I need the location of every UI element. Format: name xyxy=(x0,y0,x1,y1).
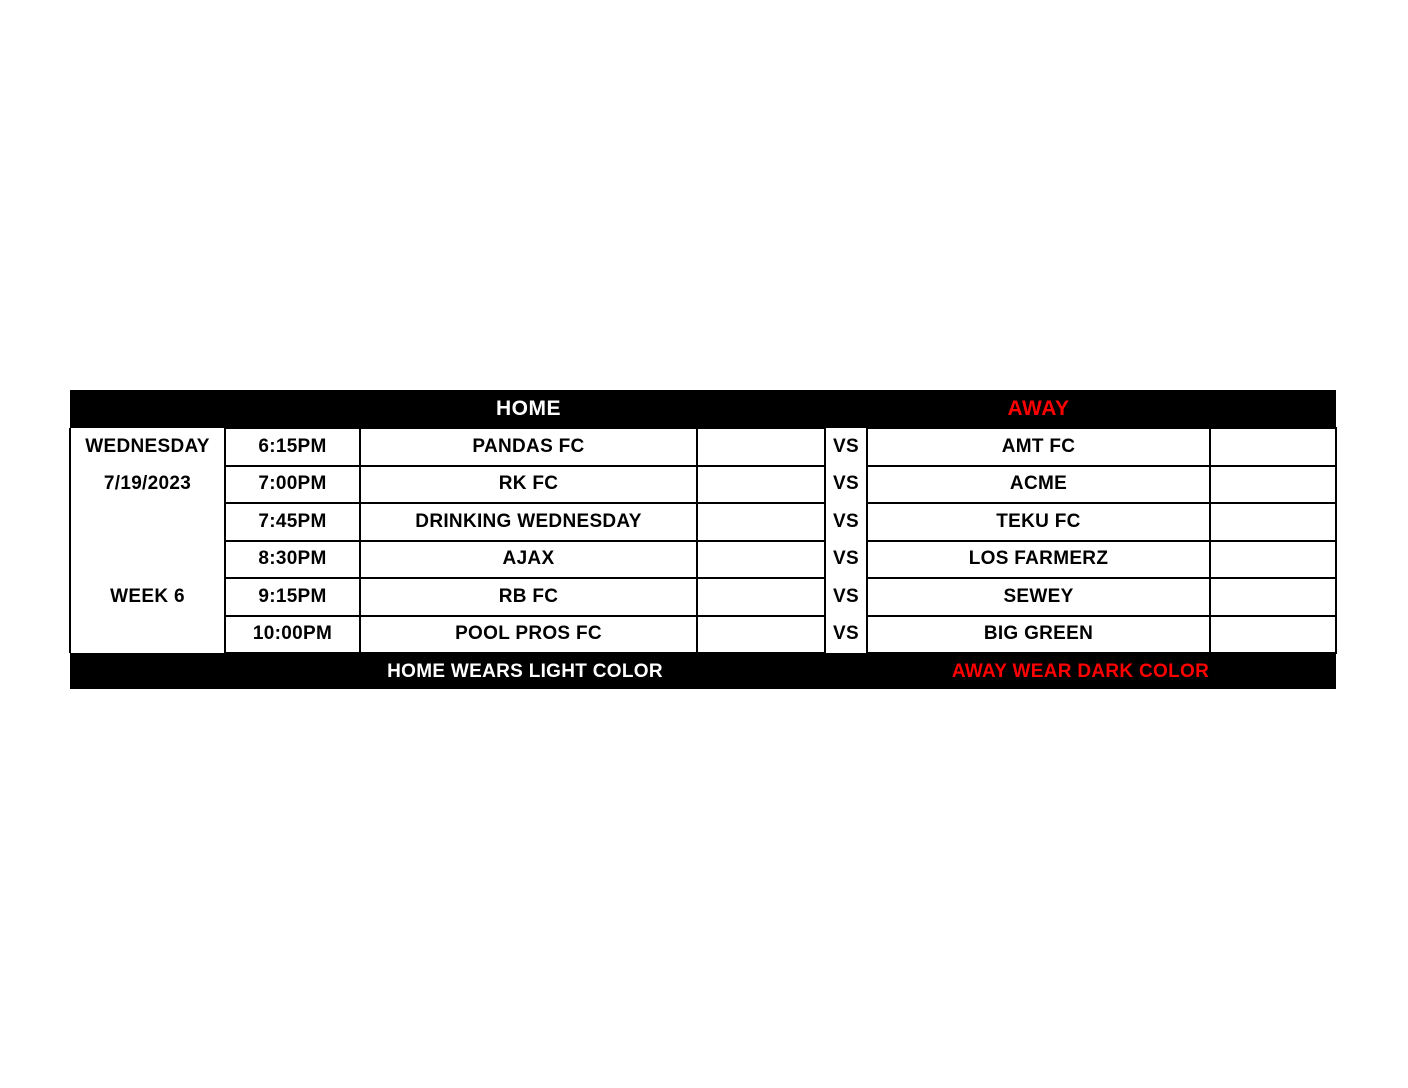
home-score xyxy=(697,466,825,504)
schedule-table xyxy=(69,390,1337,689)
game-time: 7:45PM xyxy=(225,503,360,541)
home-team: RK FC xyxy=(360,466,697,504)
away-score xyxy=(1210,616,1336,654)
home-team: RB FC xyxy=(360,578,697,616)
table-row xyxy=(70,616,1336,654)
header-blank-vs xyxy=(825,390,867,428)
away-score xyxy=(1210,428,1336,466)
vs-label: VS xyxy=(825,428,867,466)
game-time: 9:15PM xyxy=(225,578,360,616)
schedule-container xyxy=(69,390,1335,689)
table-header-band xyxy=(70,390,1336,428)
info-week: WEEK 6 xyxy=(70,578,225,616)
game-time: 6:15PM xyxy=(225,428,360,466)
table-row xyxy=(70,541,1336,579)
home-score xyxy=(697,503,825,541)
away-team: TEKU FC xyxy=(867,503,1210,541)
away-team: LOS FARMERZ xyxy=(867,541,1210,579)
home-score xyxy=(697,428,825,466)
info-day: WEDNESDAY xyxy=(70,428,225,466)
table-row xyxy=(70,503,1336,541)
header-away-label: AWAY xyxy=(867,390,1210,428)
home-team: DRINKING WEDNESDAY xyxy=(360,503,697,541)
footer-home-note: HOME WEARS LIGHT COLOR xyxy=(225,653,825,689)
info-spacer-3 xyxy=(70,616,225,654)
home-score xyxy=(697,616,825,654)
info-spacer-1 xyxy=(70,503,225,541)
away-team: ACME xyxy=(867,466,1210,504)
away-team: BIG GREEN xyxy=(867,616,1210,654)
info-spacer-2 xyxy=(70,541,225,579)
vs-label: VS xyxy=(825,616,867,654)
game-time: 8:30PM xyxy=(225,541,360,579)
game-time: 7:00PM xyxy=(225,466,360,504)
away-score xyxy=(1210,466,1336,504)
table-row xyxy=(70,428,1336,466)
table-row xyxy=(70,466,1336,504)
table-footer-band xyxy=(70,653,1336,689)
away-score xyxy=(1210,578,1336,616)
vs-label: VS xyxy=(825,466,867,504)
table-row xyxy=(70,578,1336,616)
header-blank-homescore xyxy=(697,390,825,428)
header-blank-awayscore xyxy=(1210,390,1336,428)
away-score xyxy=(1210,541,1336,579)
game-time: 10:00PM xyxy=(225,616,360,654)
vs-label: VS xyxy=(825,541,867,579)
footer-away-note: AWAY WEAR DARK COLOR xyxy=(825,653,1336,689)
home-score xyxy=(697,541,825,579)
footer-blank-left xyxy=(70,653,225,689)
vs-label: VS xyxy=(825,503,867,541)
header-home-label: HOME xyxy=(360,390,697,428)
home-team: AJAX xyxy=(360,541,697,579)
away-team: AMT FC xyxy=(867,428,1210,466)
info-date: 7/19/2023 xyxy=(70,466,225,504)
away-score xyxy=(1210,503,1336,541)
home-team: PANDAS FC xyxy=(360,428,697,466)
header-blank-time xyxy=(225,390,360,428)
header-blank-left xyxy=(70,390,225,428)
home-team: POOL PROS FC xyxy=(360,616,697,654)
home-score xyxy=(697,578,825,616)
vs-label: VS xyxy=(825,578,867,616)
away-team: SEWEY xyxy=(867,578,1210,616)
